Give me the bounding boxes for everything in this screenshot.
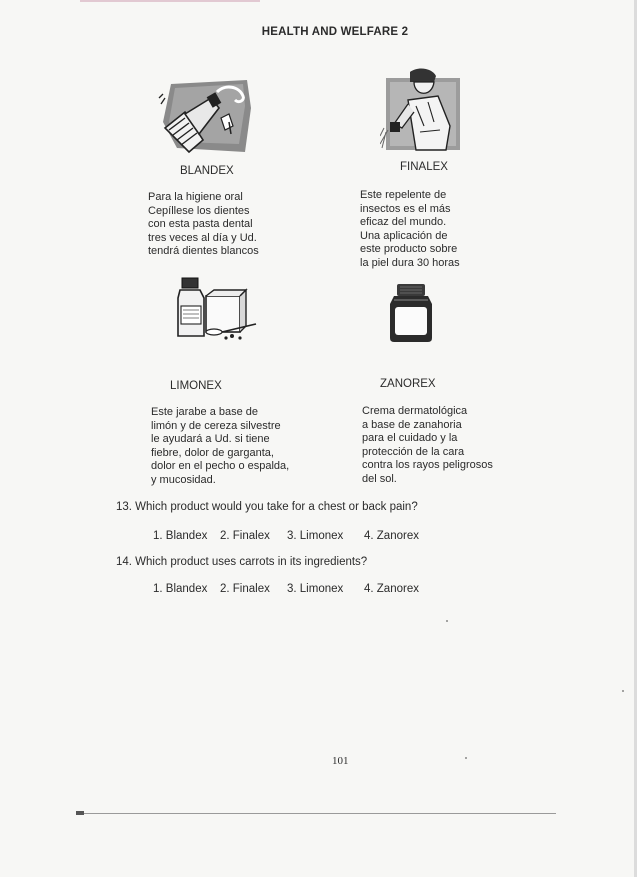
option-finalex[interactable]: 2. Finalex xyxy=(220,583,270,595)
description-line: contra los rayos peligrosos xyxy=(362,459,493,472)
scan-mark-top xyxy=(80,0,260,2)
description-line: dolor en el pecho o espalda, xyxy=(151,460,290,473)
description-line: a base de zanahoria xyxy=(362,418,462,431)
product-description-zanorex xyxy=(362,405,493,487)
option-blandex[interactable]: 1. Blandex xyxy=(153,583,208,595)
cream-jar-icon xyxy=(386,282,436,344)
description-line: Cepíllese los dientes xyxy=(148,204,250,217)
toothpaste-icon xyxy=(155,78,253,154)
scan-line-bottom xyxy=(76,813,556,814)
description-line: con esta pasta dental xyxy=(148,218,253,231)
description-line: protección de la cara xyxy=(362,445,465,458)
description-line: limón y de cereza silvestre xyxy=(151,419,281,432)
question-14-options xyxy=(153,583,419,595)
description-line: fiebre, dolor de garganta, xyxy=(151,446,274,459)
page-title: HEALTH AND WELFARE 2 xyxy=(261,26,409,38)
description-line: para el cuidado y la xyxy=(362,432,458,445)
scan-speck xyxy=(622,690,624,692)
description-line: este producto sobre xyxy=(360,243,458,256)
product-name-limonex: LIMONEX xyxy=(170,380,222,392)
description-line: eficaz del mundo. xyxy=(360,216,447,229)
description-line: Este jarabe a base de xyxy=(151,406,259,418)
scan-speck xyxy=(446,620,448,622)
description-line: Una aplicación de xyxy=(360,229,448,242)
product-description-limonex xyxy=(151,406,289,488)
question-14: 14. Which product uses carrots in its ingredients? xyxy=(116,556,368,568)
spray-man-icon xyxy=(380,66,460,156)
option-limonex[interactable]: 3. Limonex xyxy=(287,583,344,595)
scan-speck xyxy=(465,757,467,759)
description-line: Para la higiene oral xyxy=(148,191,243,203)
product-description-finalex xyxy=(360,189,460,271)
description-line: tres veces al día y Ud. xyxy=(148,231,257,244)
description-line: Crema dermatológica xyxy=(362,405,468,417)
description-line: y mucosidad. xyxy=(151,473,216,486)
option-zanorex[interactable]: 4. Zanorex xyxy=(364,583,419,595)
product-name-finalex: FINALEX xyxy=(400,161,448,173)
option-finalex[interactable]: 2. Finalex xyxy=(220,530,270,542)
description-line: Este repelente de xyxy=(360,189,447,201)
medicine-bottle-icon xyxy=(170,276,258,342)
option-blandex[interactable]: 1. Blandex xyxy=(153,530,208,542)
scan-mark-bottom xyxy=(76,811,84,815)
description-line: tendrá dientes blancos xyxy=(148,245,259,258)
option-limonex[interactable]: 3. Limonex xyxy=(287,530,344,542)
description-line: del sol. xyxy=(362,472,397,485)
description-line: le ayudará a Ud. si tiene xyxy=(151,433,270,446)
product-name-blandex: BLANDEX xyxy=(180,165,234,177)
option-zanorex[interactable]: 4. Zanorex xyxy=(364,530,419,542)
description-line: insectos es el más xyxy=(360,202,451,215)
product-description-blandex xyxy=(148,191,259,259)
question-13: 13. Which product would you take for a chest or back pain? xyxy=(116,501,418,513)
product-name-zanorex: ZANOREX xyxy=(380,378,436,390)
question-13-options xyxy=(153,530,419,542)
description-line: la piel dura 30 horas xyxy=(360,256,460,269)
page-number: 101 xyxy=(332,755,349,767)
